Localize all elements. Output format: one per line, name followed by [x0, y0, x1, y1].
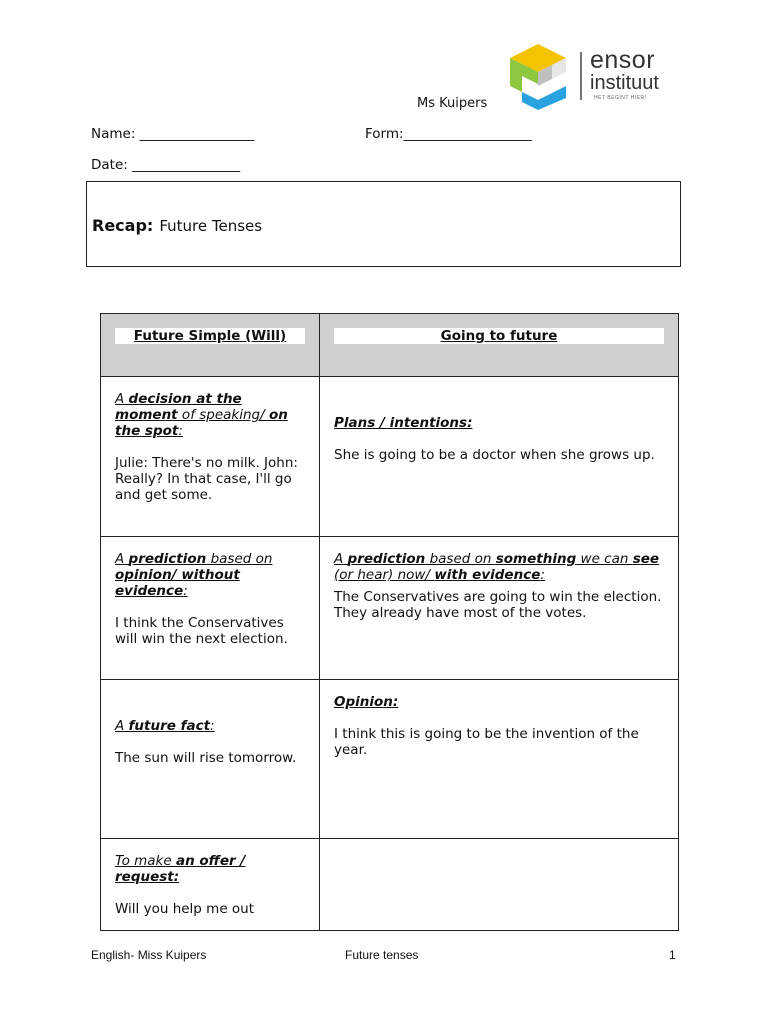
table-row [101, 377, 679, 537]
recap-box [86, 181, 681, 267]
cell-will-offer: To make an offer / request: Will you help me out [101, 839, 320, 931]
cell-going-to-prediction: A prediction based on something we can see (or hear) now/ with evidence: The Conservatives are going to win the election. They already have most of the votes. [320, 537, 679, 680]
footer-left: English- Miss Kuipers [91, 948, 207, 962]
cell-will-fact: A future fact: The sun will rise tomorrow. [101, 680, 320, 839]
recap-title: Future Tenses [159, 217, 263, 235]
table-row [101, 537, 679, 680]
logo-brand-bottom: instituut [590, 72, 659, 94]
example-text: She is going to be a doctor when she grows up. [334, 447, 655, 463]
example-text: The sun will rise tomorrow. [115, 750, 297, 766]
cell-will-prediction: A prediction based on opinion/ without evidence: I think the Conservatives will win the next election. [101, 537, 320, 680]
footer-center: Future tenses [345, 948, 419, 962]
cell-will-decision: A decision at the moment of speaking/ on the spot: Julie: There's no milk. John: Really? In that case, I'll go and get some. [101, 377, 320, 537]
logo-brand-top: ensor [590, 46, 656, 74]
future-tenses-table [100, 313, 679, 931]
table-row [101, 680, 679, 839]
example-text: Julie: There's no milk. John: Really? In that case, I'll go and get some. [115, 455, 298, 503]
name-field: Name: _________________ [91, 126, 255, 142]
recap-label: Recap: [92, 216, 154, 235]
col-header-will: Future Simple (Will) [101, 314, 320, 377]
page-number: 1 [669, 948, 676, 962]
table-row [101, 839, 679, 931]
example-text: I think this is going to be the invention of the year. [334, 726, 639, 758]
teacher-name: Ms Kuipers [417, 96, 488, 111]
logo-tagline: HET BEGINT HIER! [594, 95, 647, 101]
date-field: Date: ________________ [91, 157, 241, 173]
cell-going-to-plans: Plans / intentions: She is going to be a doctor when she grows up. [320, 377, 679, 537]
col-header-going-to: Going to future [320, 314, 679, 377]
form-field: Form:___________________ [365, 126, 532, 142]
cell-going-to-opinion: Opinion: I think this is going to be the invention of the year. [320, 680, 679, 839]
cell-empty [320, 839, 679, 931]
example-text: I think the Conservatives will win the next election. [115, 615, 288, 647]
table-header-row [101, 314, 679, 377]
ensor-logo [508, 42, 678, 112]
example-text: Will you help me out [115, 901, 255, 917]
example-text: The Conservatives are going to win the election. They already have most of the votes. [334, 589, 662, 621]
